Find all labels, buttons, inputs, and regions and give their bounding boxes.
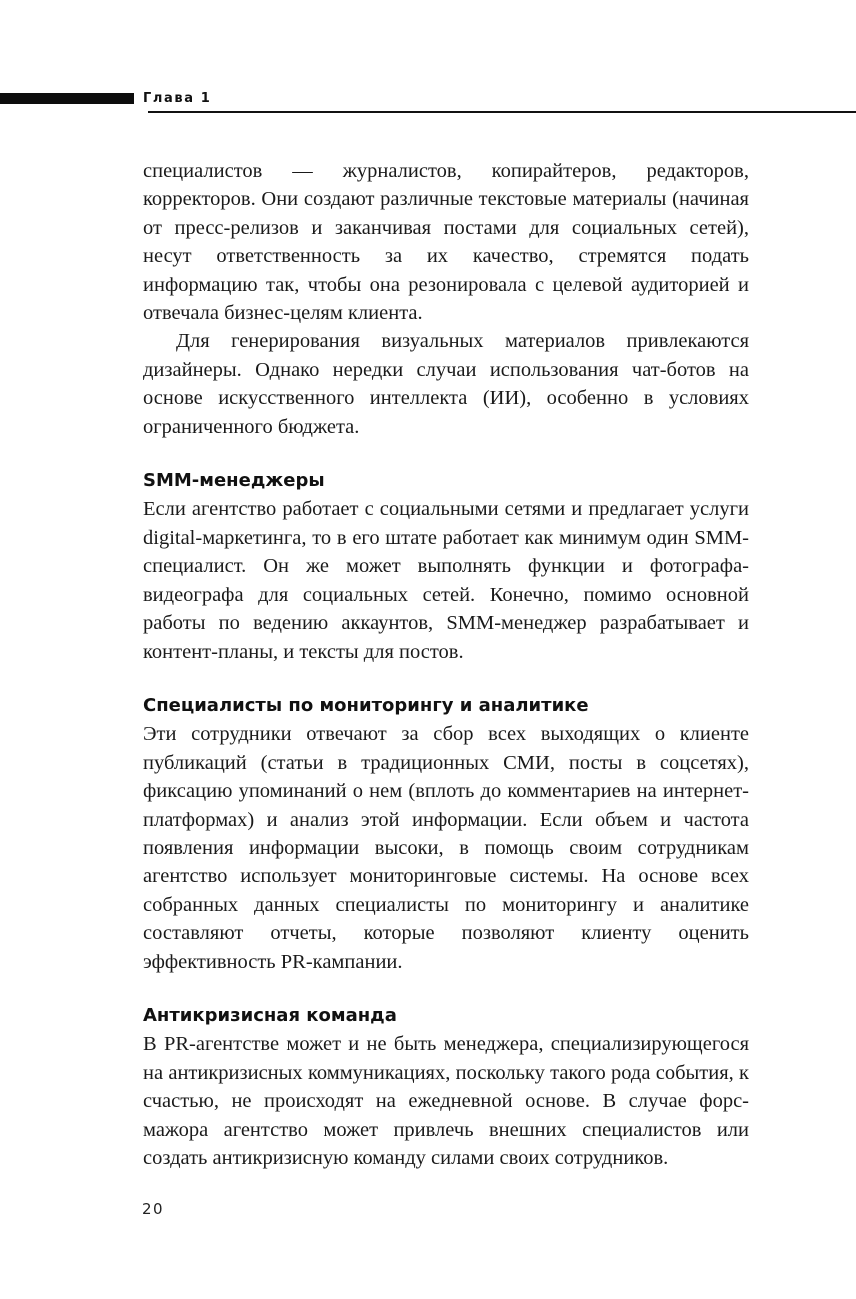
section-text: Если агентство работает с социальными сетями и предлагает услуги digital-маркетинга, то в его штате работает как минимум один SMM-специалист. Он же может выполнять функции и фотографа-видеографа для социальных сетей. Конечно, помимо основной работы по ведению аккаунтов, SMM-менеджер разрабатывает и контент-планы, и тексты для постов. — [143, 498, 749, 663]
chapter-marker-bar — [0, 93, 134, 104]
page-number: 20 — [142, 1200, 165, 1218]
section-heading: Антикризисная команда — [143, 1004, 397, 1026]
section-heading: Специалисты по мониторингу и аналитике — [143, 694, 589, 716]
intro-paragraph: специалистов — журналистов, копирайтеров, редакторов, корректоров. Они создают различные текстовые материалы (начиная от пресс-релизов и заканчивая постами для социальных сетей), несут ответственность за их качество, стремятся подать информацию так, чтобы она резонировала с целевой аудиторией и отвечала бизнес-целям клиента. — [143, 160, 749, 325]
section-smm — [143, 467, 749, 666]
section-anticrisis — [143, 1002, 749, 1172]
design-paragraph: Для генерирования визуальных материалов привлекаются дизайнеры. Однако нередки случаи использования чат-ботов на основе искусственного интеллекта (ИИ), особенно в условиях ограниченного бюджета. — [143, 330, 749, 438]
section-heading: SMM-менеджеры — [143, 470, 325, 492]
section-monitoring — [143, 692, 749, 976]
header-rule — [148, 111, 856, 113]
page-body — [143, 157, 749, 1172]
section-text: В PR-агентстве может и не быть менеджера, специализирующегося на антикризисных коммуникациях, поскольку такого рода события, к счастью, не происходят на ежедневной основе. В случае форс-мажора агентство может привлечь внешних специалистов или создать антикризисную команду силами своих сотрудников. — [143, 1033, 749, 1169]
section-text: Эти сотрудники отвечают за сбор всех выходящих о клиенте публикаций (статьи в традиционных СМИ, посты в соцсетях), фиксацию упоминаний о нем (вплоть до комментариев на интернет-платформах) и анализ этой информации. Если объем и частота появления информации высоки, в помощь своим сотрудникам агентство использует мониторинговые системы. На основе всех собранных данных специалисты по мониторингу и аналитике составляют отчеты, которые позволяют клиенту оценить эффективность PR-кампании. — [143, 723, 749, 973]
chapter-label: Глава 1 — [143, 91, 212, 106]
